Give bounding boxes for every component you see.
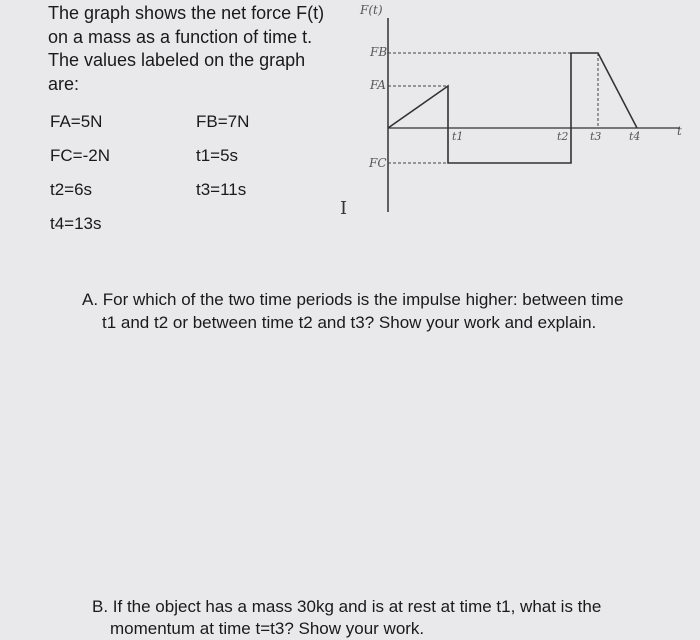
t4-label: t4 — [629, 130, 641, 143]
question-a-line-1: A. For which of the two time periods is the impulse higher: between time — [82, 290, 624, 309]
question-b-line-2: momentum at time t=t3? Show your work. — [110, 619, 425, 638]
value-t1: t1=5s — [196, 146, 239, 165]
value-fa: FA=5N — [50, 112, 103, 131]
value-t2: t2=6s — [50, 180, 93, 199]
x-axis-label: t — [677, 124, 682, 138]
force-time-graph — [0, 0, 700, 240]
t3-label: t3 — [590, 130, 602, 143]
value-t3: t3=11s — [196, 180, 247, 199]
intro-line-3: The values labeled on the graph — [48, 50, 306, 70]
t1-label: t1 — [452, 130, 464, 143]
value-fb: FB=7N — [196, 112, 250, 131]
intro-line-4: are: — [48, 73, 80, 94]
question-a-line-2: t1 and t2 or between time t2 and t3? Show your work and explain. — [102, 313, 597, 332]
fb-label: FB — [370, 45, 388, 59]
intro-line-1: The graph shows the net force F(t) — [48, 3, 325, 23]
value-fc: FC=-2N — [50, 146, 110, 165]
fa-label: FA — [370, 78, 386, 92]
intro-line-2: on a mass as a function of time t. — [48, 26, 313, 47]
y-axis-label: F(t) — [360, 3, 383, 17]
value-t4: t4=13s — [50, 214, 102, 233]
question-b — [92, 596, 672, 640]
question-a — [82, 288, 672, 334]
force-curve — [388, 53, 637, 163]
fc-label: FC — [369, 156, 387, 170]
t2-label: t2 — [557, 130, 569, 143]
question-b-line-1: B. If the object has a mass 30kg and is at rest at time t1, what is the — [92, 597, 602, 616]
text-cursor-icon: I — [340, 198, 348, 219]
